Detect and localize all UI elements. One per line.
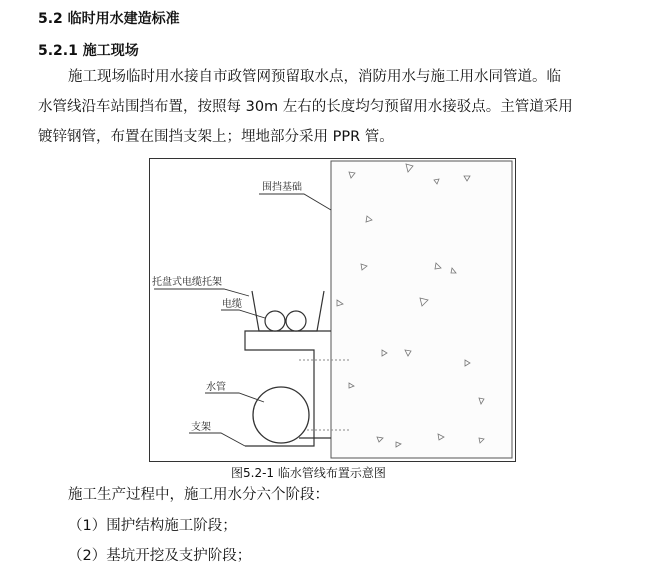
label-bracket: 支架 (191, 422, 211, 433)
stage-item-2: （2）基坑开挖及支护阶段； (68, 548, 252, 564)
stage-item-1: （1）围护结构施工阶段； (68, 518, 237, 534)
paragraph-line-1: 施工现场临时用水接自市政管网预留取水点，消防用水与施工用水同管道。临 (68, 69, 561, 85)
cable-2 (286, 311, 306, 331)
water-pipe (253, 387, 309, 443)
subsection-heading: 5.2.1 施工现场 (38, 43, 139, 59)
stages-intro: 施工生产过程中，施工用水分六个阶段： (68, 487, 329, 503)
cable-1 (265, 311, 285, 331)
figure-caption: 图5.2-1 临水管线布置示意图 (231, 466, 386, 480)
label-water-pipe: 水管 (206, 382, 226, 393)
paragraph-line-3: 镀锌钢管，布置在围挡支架上；埋地部分采用 PPR 管。 (38, 129, 394, 145)
paragraph-line-2: 水管线沿车站围挡布置，按照每 30m 左右的长度均匀预留用水接驳点。主管道采用 (38, 99, 573, 115)
section-heading: 5.2 临时用水建造标准 (38, 11, 180, 27)
pipeline-layout-diagram (149, 158, 516, 462)
label-cable-tray: 托盘式电缆托架 (152, 277, 222, 288)
label-foundation: 围挡基础 (262, 182, 302, 193)
foundation-wall (331, 161, 512, 458)
label-cable: 电缆 (222, 299, 242, 310)
